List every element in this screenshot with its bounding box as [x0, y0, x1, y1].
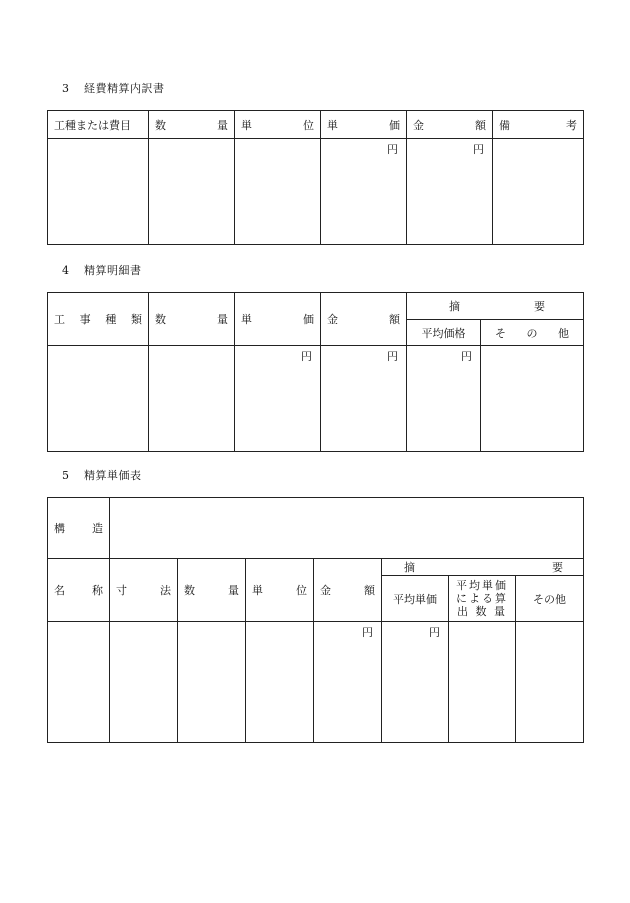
section5-heading: [62, 467, 142, 483]
header-unit: 単 位: [246, 559, 314, 622]
expense-breakdown-table: [47, 110, 584, 245]
header-kind: 工 事 種 類: [48, 293, 149, 346]
header-qty: 数 量: [149, 293, 235, 346]
price-cell[interactable]: 円: [235, 346, 321, 452]
header-calc-qty: [449, 576, 516, 622]
other-cell[interactable]: [516, 622, 584, 743]
price-cell[interactable]: 円: [321, 139, 407, 245]
qty-cell[interactable]: [149, 346, 235, 452]
calc-qty-line-1: 平均単価: [456, 579, 508, 592]
header-qty: 数 量: [149, 111, 235, 139]
amount-cell[interactable]: 円: [314, 622, 382, 743]
section3-number: 3: [62, 82, 70, 95]
header-avg-price: 平均価格: [407, 320, 481, 346]
header-summary: 摘 要: [382, 559, 584, 576]
item-cell[interactable]: [48, 139, 149, 245]
header-price: 単 価: [321, 111, 407, 139]
kind-cell[interactable]: [48, 346, 149, 452]
avg-unit-price-cell[interactable]: 円: [382, 622, 449, 743]
settlement-unit-price-table: [47, 497, 584, 743]
name-cell[interactable]: [48, 622, 110, 743]
amount-cell[interactable]: 円: [407, 139, 493, 245]
section5-title: 精算単価表: [84, 469, 142, 482]
header-dimension: 寸 法: [110, 559, 178, 622]
structure-label: 構 造: [48, 498, 110, 559]
header-summary: 摘 要: [407, 293, 584, 320]
header-unit: 単 位: [235, 111, 321, 139]
header-remarks: 備 考: [493, 111, 584, 139]
qty-cell[interactable]: [178, 622, 246, 743]
calc-qty-line-3: 出 数 量: [457, 605, 507, 618]
header-other: そ の 他: [481, 320, 584, 346]
header-qty: 数 量: [178, 559, 246, 622]
settlement-detail-table: [47, 292, 584, 452]
calc-qty-cell[interactable]: [449, 622, 516, 743]
section4-number: 4: [62, 264, 70, 277]
header-other: その他: [516, 576, 584, 622]
amount-cell[interactable]: 円: [321, 346, 407, 452]
header-price: 単 価: [235, 293, 321, 346]
section5-number: 5: [62, 469, 70, 482]
calc-qty-line-2: による算: [456, 592, 508, 605]
section3-heading: [62, 80, 165, 96]
other-cell[interactable]: [481, 346, 584, 452]
section3-title: 経費精算内訳書: [84, 82, 165, 95]
header-name: 名 称: [48, 559, 110, 622]
qty-cell[interactable]: [149, 139, 235, 245]
structure-cell[interactable]: [110, 498, 584, 559]
header-amount: 金 額: [321, 293, 407, 346]
header-avg-unit-price: 平均単価: [382, 576, 449, 622]
section4-title: 精算明細書: [84, 264, 142, 277]
unit-cell[interactable]: [246, 622, 314, 743]
section4-heading: [62, 262, 142, 278]
avg-price-cell[interactable]: 円: [407, 346, 481, 452]
unit-cell[interactable]: [235, 139, 321, 245]
header-amount: 金 額: [407, 111, 493, 139]
remarks-cell[interactable]: [493, 139, 584, 245]
header-item: 工種または費目: [48, 111, 149, 139]
dimension-cell[interactable]: [110, 622, 178, 743]
header-amount: 金 額: [314, 559, 382, 622]
